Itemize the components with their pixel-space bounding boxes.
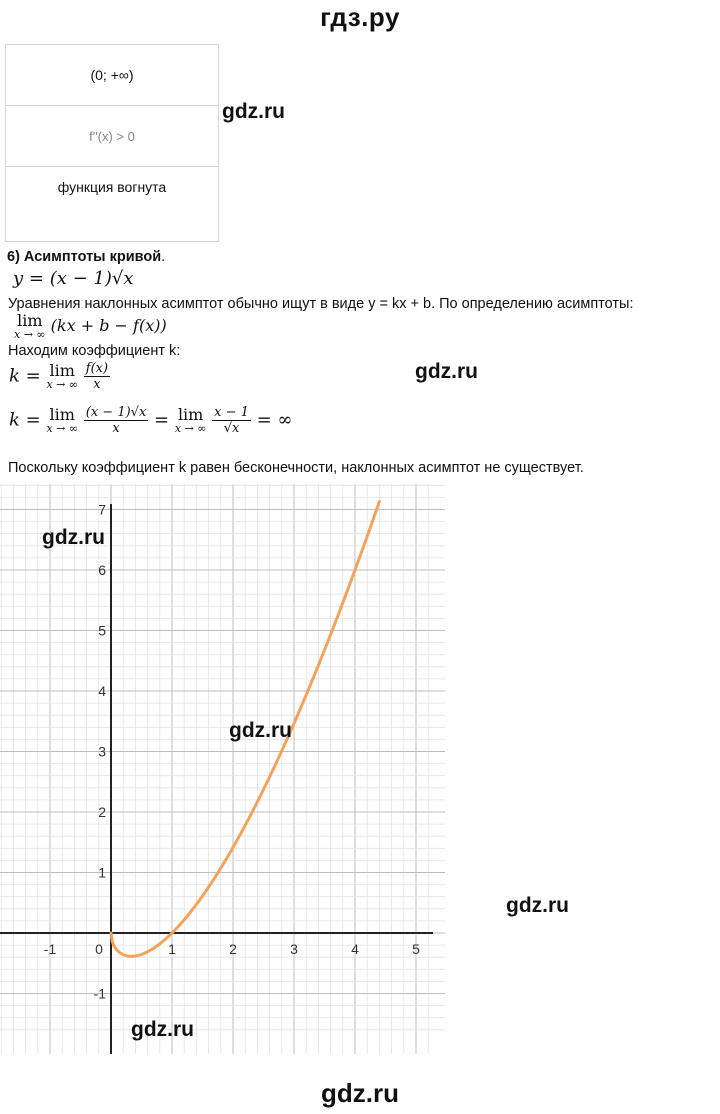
- y-tick-label: 6: [98, 562, 106, 578]
- x-tick-label: 3: [290, 941, 298, 957]
- lim-sub: x → ∞: [14, 328, 46, 341]
- k2-frac-den: x: [112, 421, 120, 436]
- interval-cell: (0; +∞): [6, 45, 219, 106]
- lim-word: lim: [177, 405, 204, 424]
- x-tick-label: 4: [351, 941, 359, 957]
- k2-frac-num: (x − 1)√x: [85, 405, 147, 420]
- y-tick-label: 7: [98, 501, 106, 518]
- y-tick-label: 3: [98, 743, 106, 760]
- limit-expression: (kx + b − f(x)): [50, 316, 167, 335]
- lim-word: lim: [49, 361, 75, 380]
- watermark: gdz.ru: [222, 100, 285, 123]
- lim-sub: x → ∞: [46, 422, 79, 435]
- x-tick-label: -1: [43, 941, 57, 957]
- watermark: gdz.ru: [131, 1018, 194, 1041]
- lim-sub: x → ∞: [174, 422, 207, 435]
- site-title: гдз.ру: [320, 2, 400, 32]
- k2-result: = ∞: [256, 409, 293, 431]
- section-title-dot: .: [161, 249, 166, 265]
- k2-frac2-num: x − 1: [214, 405, 249, 420]
- limit-formula: [14, 313, 167, 340]
- k-formula-1: [9, 361, 110, 392]
- k-lhs: k =: [9, 409, 41, 431]
- function-formula: y = (x − 1)√x: [13, 268, 134, 289]
- k-frac-num: f(x): [85, 361, 109, 376]
- y-tick-label: 1: [98, 864, 106, 881]
- footer-watermark: gdz.ru: [321, 1078, 399, 1108]
- x-tick-label: 1: [168, 941, 176, 957]
- paragraph-find-k: Находим коэффициент k:: [8, 343, 181, 359]
- watermark: gdz.ru: [415, 360, 478, 383]
- k2-frac2-den: √x: [223, 421, 240, 436]
- watermark: gdz.ru: [42, 526, 105, 549]
- watermark: gdz.ru: [506, 894, 569, 917]
- y-tick-label: -1: [93, 985, 106, 1002]
- graph-axes: [0, 501, 433, 1054]
- sign-table: [5, 44, 219, 242]
- lim-word: lim: [49, 405, 75, 424]
- paragraph-asymptote-definition: Уравнения наклонных асимптот обычно ищут в виде y = kx + b. По определению асимптоты:: [8, 296, 634, 312]
- k-frac-den: x: [93, 377, 101, 392]
- function-graph: [0, 484, 445, 1054]
- second-derivative-cell: f''(x) > 0: [6, 106, 219, 167]
- lim-sub: x → ∞: [46, 378, 79, 391]
- section-title: [7, 249, 165, 265]
- x-tick-label: 2: [229, 941, 237, 957]
- x-tick-label: 5: [412, 941, 420, 957]
- lim-word: lim: [17, 311, 43, 330]
- watermark: gdz.ru: [229, 719, 292, 742]
- x-tick-label: 0: [95, 941, 103, 957]
- section-title-text: 6) Асимптоты кривой: [7, 249, 162, 265]
- k-formula-2: [9, 405, 292, 436]
- k-lhs: k =: [9, 365, 41, 387]
- conclusion-cell: функция вогнута: [6, 167, 219, 242]
- y-tick-label: 4: [98, 683, 106, 699]
- paragraph-conclusion: Поскольку коэффициент k равен бесконечности, наклонных асимптот не существует.: [8, 460, 584, 476]
- graph-grid: [0, 484, 445, 1054]
- k2-eq: =: [154, 409, 170, 431]
- y-tick-label: 2: [98, 804, 106, 820]
- y-tick-label: 5: [98, 622, 106, 639]
